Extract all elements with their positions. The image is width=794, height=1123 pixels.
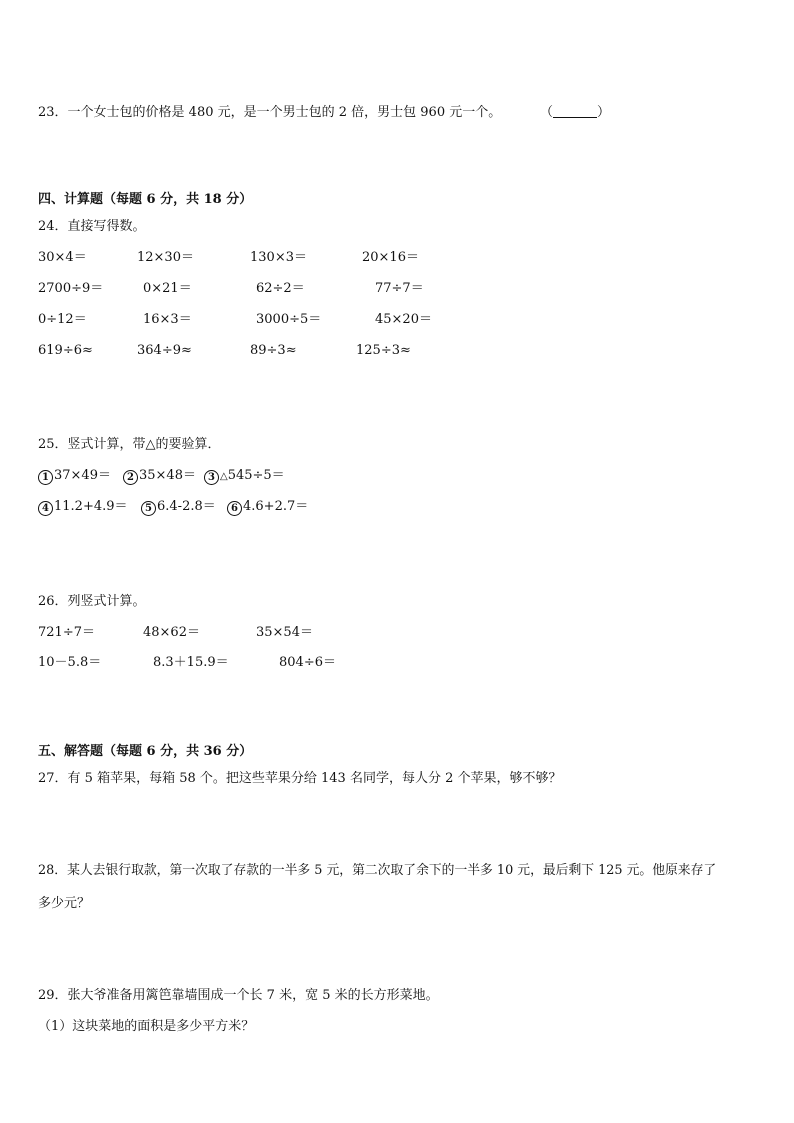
question-23 bbox=[38, 104, 501, 122]
q24-item: 125÷3≈ bbox=[356, 343, 411, 358]
q25-item bbox=[141, 498, 216, 516]
q24-item: 3000÷5＝ bbox=[256, 312, 322, 327]
circled-number: 3 bbox=[204, 470, 219, 485]
q26-item: 48×62＝ bbox=[143, 625, 200, 640]
circled-number: 6 bbox=[227, 501, 242, 516]
q24-item: 77÷7＝ bbox=[375, 281, 424, 296]
circled-number: 1 bbox=[38, 470, 53, 485]
q24-item: 89÷3≈ bbox=[250, 343, 297, 358]
q26-item: 10－5.8＝ bbox=[38, 655, 102, 670]
question-25-title: 25．竖式计算，带△的要验算． bbox=[38, 437, 221, 452]
answer-close-paren: ） bbox=[597, 105, 611, 120]
q24-item: 16×3＝ bbox=[143, 312, 192, 327]
q25-item bbox=[227, 498, 308, 516]
question-23-text: 23．一个女士包的价格是 480 元，是一个男士包的 2 倍，男士包 960 元一个。 bbox=[38, 105, 502, 120]
question-29-sub-1: （1）这块菜地的面积是多少平方米？ bbox=[38, 1019, 255, 1034]
q24-item: 12×30＝ bbox=[137, 250, 194, 265]
q25-item-text: 4.6+2.7＝ bbox=[243, 499, 309, 514]
q25-item-text: 6.4-2.8＝ bbox=[157, 499, 216, 514]
q25-item bbox=[204, 467, 285, 486]
q25-item-text: 37×49＝ bbox=[54, 468, 111, 483]
q25-item bbox=[38, 467, 111, 485]
question-28-line-1: 28．某人去银行取款，第一次取了存款的一半多 5 元，第二次取了余下的一半多 10 元，最后剩下 125 元。他原来存了 bbox=[38, 863, 717, 878]
section-5-heading: 五、解答题（每题 6 分，共 36 分） bbox=[38, 744, 253, 759]
question-24-title: 24．直接写得数。 bbox=[38, 219, 146, 234]
question-23-answer-blank[interactable] bbox=[540, 104, 610, 122]
q24-item: 45×20＝ bbox=[375, 312, 432, 327]
q24-item: 0×21＝ bbox=[143, 281, 192, 296]
answer-open-paren: （ bbox=[540, 105, 554, 120]
circled-number: 5 bbox=[141, 501, 156, 516]
q25-item-text: 545÷5＝ bbox=[227, 468, 285, 483]
q25-item-text: 11.2+4.9＝ bbox=[54, 499, 128, 514]
q24-item: 20×16＝ bbox=[362, 250, 419, 265]
question-26-title: 26．列竖式计算。 bbox=[38, 594, 146, 609]
question-29: 29．张大爷准备用篱笆靠墙围成一个长 7 米，宽 5 米的长方形菜地。 bbox=[38, 988, 439, 1003]
question-27: 27．有 5 箱苹果，每箱 58 个。把这些苹果分给 143 名同学，每人分 2 个苹果，够不够？ bbox=[38, 771, 562, 786]
q24-item: 0÷12＝ bbox=[38, 312, 87, 327]
circled-number: 4 bbox=[38, 501, 53, 516]
q26-item: 8.3＋15.9＝ bbox=[153, 655, 229, 670]
q26-item: 721÷7＝ bbox=[38, 625, 95, 640]
q25-item bbox=[123, 467, 196, 485]
q24-item: 30×4＝ bbox=[38, 250, 87, 265]
answer-underline bbox=[553, 104, 597, 118]
q24-item: 62÷2＝ bbox=[256, 281, 305, 296]
section-4-heading: 四、计算题（每题 6 分，共 18 分） bbox=[38, 192, 253, 207]
q25-item-text: 35×48＝ bbox=[139, 468, 196, 483]
q26-item: 804÷6＝ bbox=[279, 655, 336, 670]
q26-item: 35×54＝ bbox=[256, 625, 313, 640]
q24-item: 2700÷9＝ bbox=[38, 281, 104, 296]
q24-item: 619÷6≈ bbox=[38, 343, 93, 358]
q25-item bbox=[38, 498, 128, 516]
circled-number: 2 bbox=[123, 470, 138, 485]
q24-item: 130×3＝ bbox=[250, 250, 307, 265]
question-28-line-2: 多少元？ bbox=[38, 896, 91, 911]
triangle-icon: △ bbox=[220, 471, 228, 482]
q24-item: 364÷9≈ bbox=[137, 343, 192, 358]
